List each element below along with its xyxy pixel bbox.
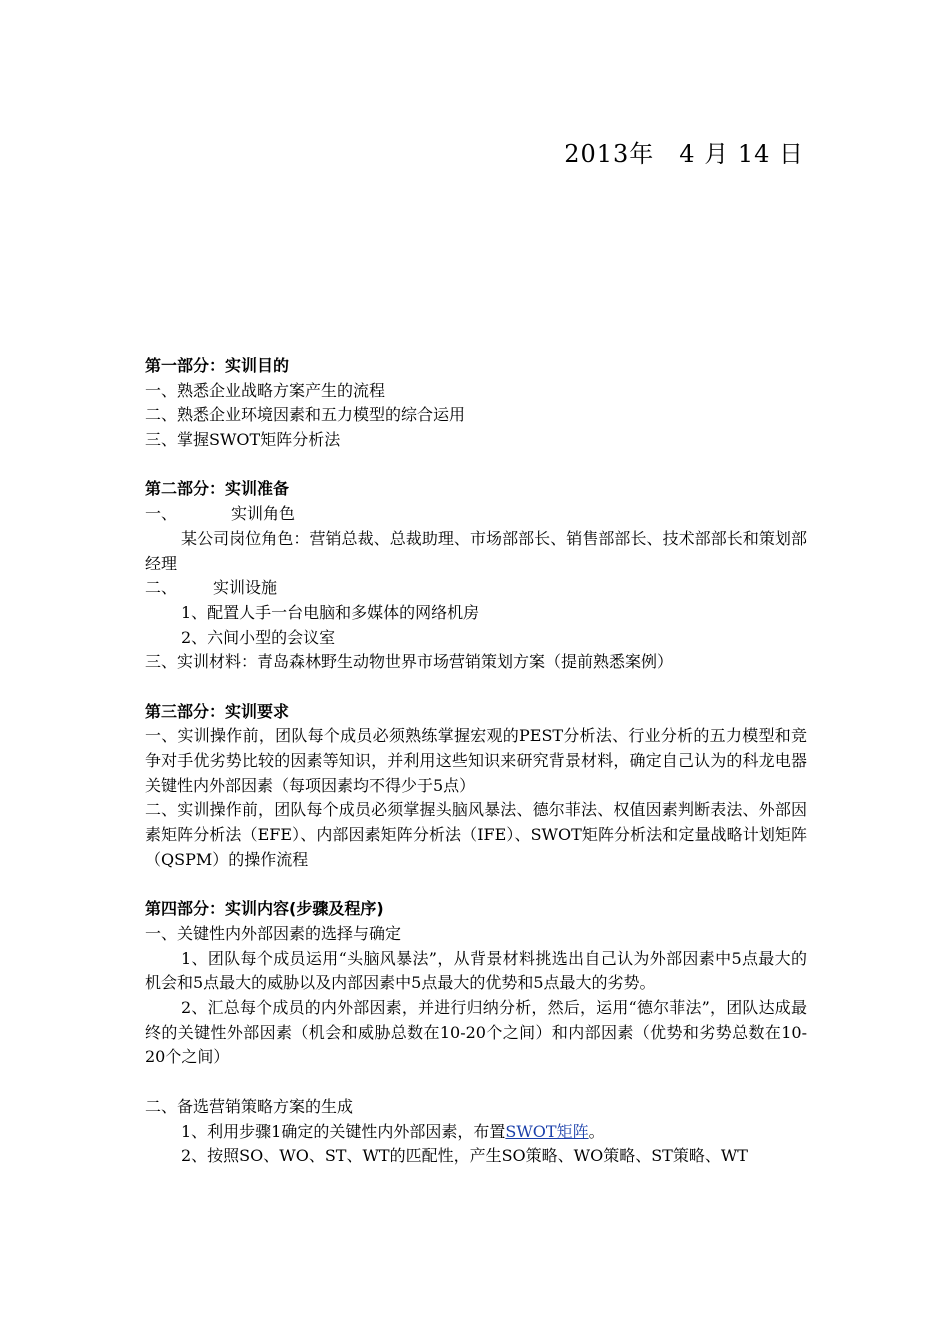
spacer — [145, 453, 807, 478]
swot-step-text: 1、利用步骤1确定的关键性内外部因素，布置 — [181, 1121, 506, 1141]
part2-item-1-label: 实训角色 — [231, 504, 296, 524]
delphi-text: 2、汇总每个成员的内外部因素，并进行归纳分析，然后，运用“德尔菲法”，团队达成最终的关键性外部因素（机会和威胁总数在10-20个之间）和内部因素（优势和劣势总数在10-20个之间） — [145, 998, 807, 1067]
facility-item-2: 2、六间小型的会议室 — [181, 627, 336, 647]
part3-paragraph-1: 一、实训操作前，团队每个成员必须熟练掌握宏观的PEST分析法、行业分析的五力模型和竞争对手优劣势比较的因素等知识，并利用这些知识来研究背景材料，确定自己认为的科龙电器关键性内外部因素（每项因素均不得少于5点） — [145, 726, 807, 795]
part2-item-1 — [145, 502, 807, 527]
swot-step-end: 。 — [588, 1121, 605, 1141]
part3-heading: 第三部分：实训要求 — [145, 701, 290, 721]
spacer — [145, 1070, 807, 1095]
document-date: 2013年 4 月 14 日 — [564, 140, 804, 168]
part2-item-3: 三、实训材料：青岛森林野生动物世界市场营销策划方案（提前熟悉案例） — [145, 652, 674, 672]
part1-heading: 第一部分：实训目的 — [145, 356, 290, 375]
part1-item-3: 三、掌握SWOT矩阵分析法 — [145, 430, 341, 450]
part4-section-2-paragraph-2: 2、按照SO、WO、ST、WT的匹配性，产生SO策略、WO策略、ST策略、WT — [181, 1146, 748, 1166]
part4-heading: 第四部分：实训内容(步骤及程序) — [145, 899, 384, 919]
document-body — [145, 354, 807, 1169]
part1-item-1: 一、熟悉企业战略方案产生的流程 — [145, 380, 386, 400]
part2-item-2-label: 实训设施 — [213, 578, 278, 598]
part2-item-2 — [145, 576, 807, 601]
roles-text: 某公司岗位角色：营销总裁、总裁助理、市场部部长、销售部部长、技术部部长和策划部经理 — [145, 528, 807, 573]
part4-section-2-paragraph-1 — [145, 1120, 807, 1145]
facility-item-1: 1、配置人手一台电脑和多媒体的网络机房 — [181, 602, 480, 622]
part4-section-1-paragraph-1 — [145, 947, 807, 996]
part4-section-1-title: 一、关键性内外部因素的选择与确定 — [145, 923, 402, 943]
part2-item-2-number: 二、 — [145, 578, 178, 598]
spacer — [145, 675, 807, 700]
part2-item-1-text — [145, 527, 807, 576]
part2-item-1-number: 一、 — [145, 504, 178, 524]
swot-matrix-link[interactable]: SWOT矩阵 — [505, 1121, 589, 1141]
brainstorm-text: 1、团队每个成员运用“头脑风暴法”，从背景材料挑选出自己认为外部因素中5点最大的机会和5点最大的威胁以及内部因素中5点最大的优势和5点最大的劣势。 — [145, 948, 807, 993]
part4-section-2-title: 二、备选营销策略方案的生成 — [145, 1096, 354, 1116]
part1-item-2: 二、熟悉企业环境因素和五力模型的综合运用 — [145, 405, 466, 425]
part4-section-1-paragraph-2 — [145, 996, 807, 1070]
part2-heading: 第二部分：实训准备 — [145, 479, 290, 499]
spacer — [145, 873, 807, 898]
part3-paragraph-2: 二、实训操作前，团队每个成员必须掌握头脑风暴法、德尔菲法、权值因素判断表法、外部因素矩阵分析法（EFE）、内部因素矩阵分析法（IFE）、SWOT矩阵分析法和定量战略计划矩阵（QSPM）的操作流程 — [145, 800, 807, 869]
